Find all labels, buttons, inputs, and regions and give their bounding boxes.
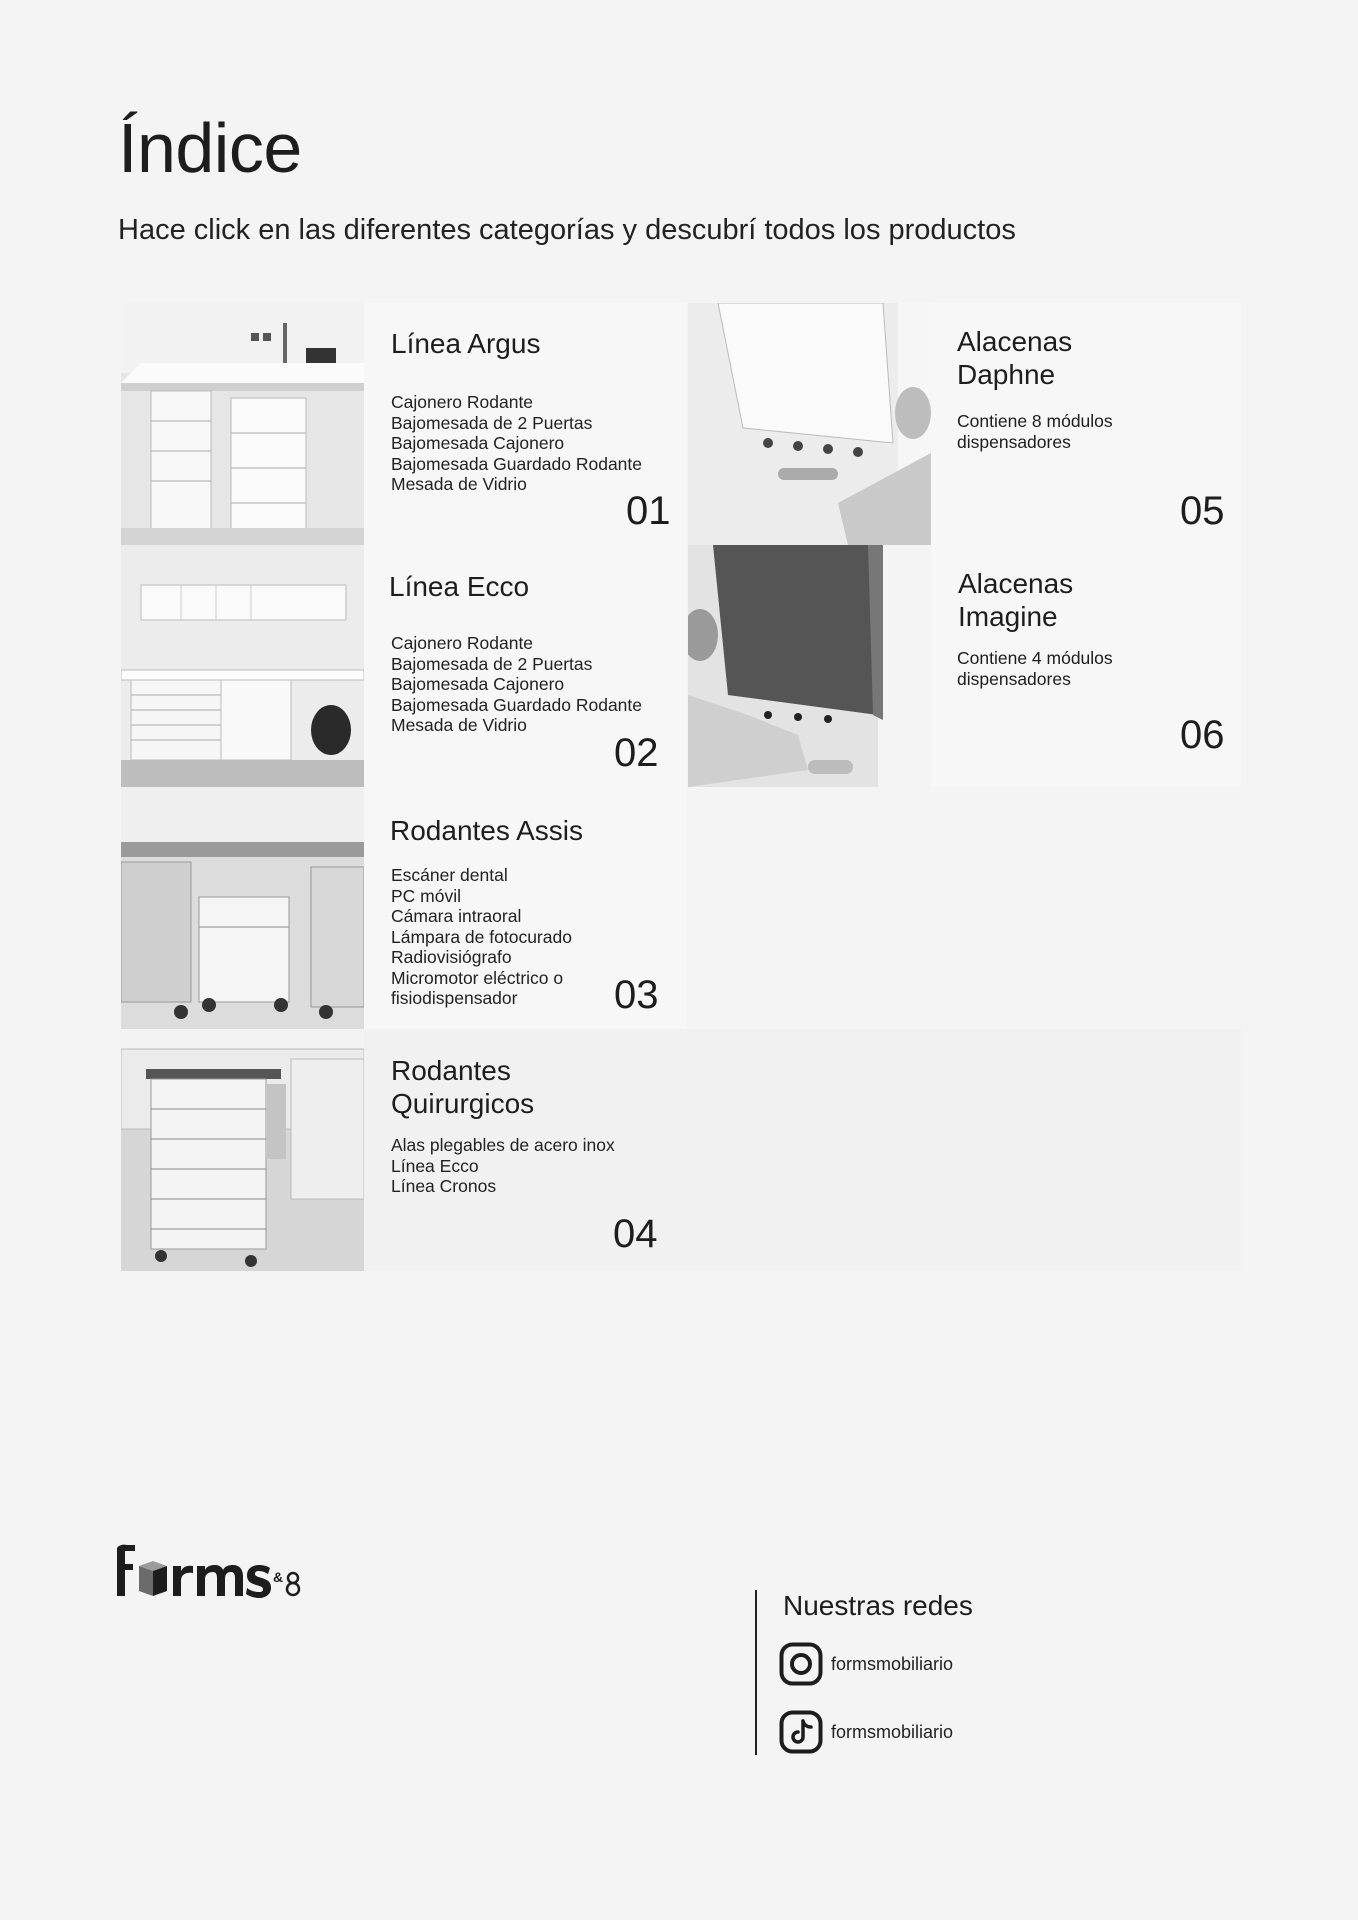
social-title: Nuestras redes <box>783 1590 973 1621</box>
instagram-link[interactable] <box>779 1642 953 1686</box>
category-item: Escáner dental <box>391 865 508 885</box>
category-title: Línea Ecco <box>389 571 530 602</box>
category-number: 06 <box>1180 713 1225 757</box>
page-subtitle: Hace click en las diferentes categorías y descubrí todos los productos <box>118 214 1016 246</box>
category-items <box>391 392 642 495</box>
category-title: Línea Argus <box>391 328 541 359</box>
page-title: Índice <box>118 109 302 187</box>
category-items <box>391 1135 615 1197</box>
category-photo-assis <box>121 787 364 1029</box>
category-card-assis[interactable] <box>121 787 686 1029</box>
category-item: Lámpara de fotocurado <box>391 926 572 947</box>
category-item: fisiodispensador <box>391 988 518 1008</box>
category-number: 02 <box>614 731 659 775</box>
category-number: 03 <box>614 973 659 1017</box>
category-photo-quirurgicos <box>121 1029 364 1271</box>
category-title: Alacenas Imagine <box>958 568 1074 632</box>
category-items <box>391 865 572 1009</box>
category-number: 01 <box>626 489 671 533</box>
category-photo-argus <box>121 303 364 545</box>
category-item: Línea Ecco <box>391 1155 479 1176</box>
category-item: Cajonero Rodante <box>391 392 534 412</box>
category-title: Rodantes Assis <box>390 815 583 846</box>
category-photo-imagine <box>688 545 931 787</box>
category-photo-daphne <box>688 303 931 545</box>
category-item: Cámara intraoral <box>391 906 522 926</box>
svg-text:&: & <box>273 1569 284 1585</box>
category-item: Alas plegables de acero inox <box>391 1135 615 1155</box>
category-title: Alacenas Daphne <box>957 326 1073 390</box>
category-card-quirurgicos[interactable] <box>121 1029 1241 1271</box>
category-items <box>391 633 642 736</box>
instagram-icon <box>779 1642 823 1686</box>
category-item: Bajomesada Cajonero <box>391 674 565 694</box>
category-item: Bajomesada Guardado Rodante <box>391 453 643 474</box>
category-item: Bajomesada Cajonero <box>391 433 565 453</box>
category-item: PC móvil <box>391 885 462 906</box>
category-card-ecco[interactable] <box>121 545 686 787</box>
category-item: Mesada de Vidrio <box>391 474 527 494</box>
category-item: Micromotor eléctrico o <box>391 967 564 988</box>
instagram-handle: formsmobiliario <box>831 1653 954 1674</box>
category-card-daphne[interactable] <box>688 303 1241 545</box>
category-item: Bajomesada de 2 Puertas <box>391 412 593 433</box>
category-item: Cajonero Rodante <box>391 633 534 653</box>
category-item: Línea Cronos <box>391 1176 497 1196</box>
category-number: 04 <box>613 1212 658 1256</box>
category-item: Bajomesada Guardado Rodante <box>391 694 643 715</box>
tiktok-link[interactable] <box>779 1710 953 1754</box>
category-card-argus[interactable] <box>121 303 686 545</box>
category-number: 05 <box>1180 489 1225 533</box>
category-item: Mesada de Vidrio <box>391 715 527 735</box>
category-photo-ecco <box>121 545 364 787</box>
social-section <box>755 1590 1057 1755</box>
forms-logo <box>113 1542 303 1598</box>
category-description: Contiene 4 módulos dispensadores <box>957 648 1113 689</box>
category-title: Rodantes Quirurgicos <box>391 1055 535 1119</box>
category-item: Radiovisiógrafo <box>391 947 512 967</box>
category-description: Contiene 8 módulos dispensadores <box>957 411 1113 452</box>
category-item: Bajomesada de 2 Puertas <box>391 653 593 674</box>
tiktok-icon <box>779 1710 823 1754</box>
category-card-imagine[interactable] <box>688 545 1241 787</box>
tiktok-handle: formsmobiliario <box>831 1721 954 1742</box>
